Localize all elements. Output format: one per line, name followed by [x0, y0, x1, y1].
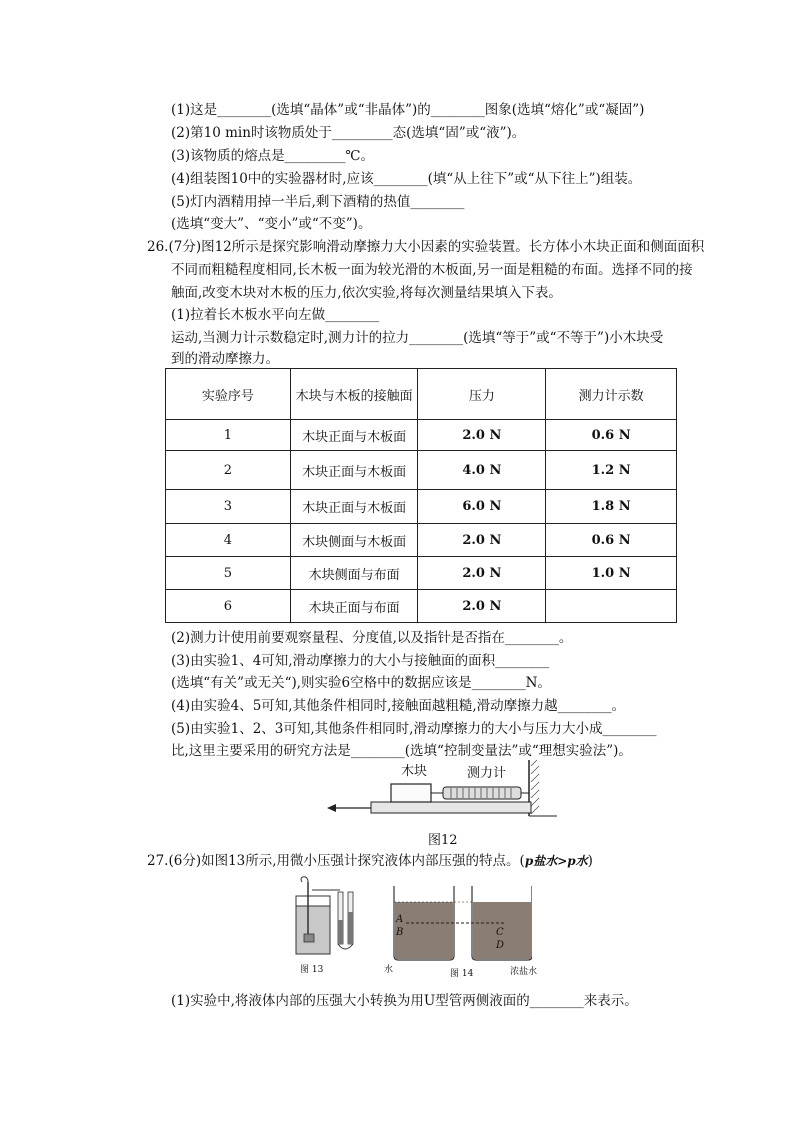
- cell-trial: 2: [166, 451, 291, 490]
- q25-part2: (2)第10 min时该物质处于_________态(选填“固”或“液”)。: [171, 125, 526, 141]
- table-row: [166, 451, 677, 490]
- label-brine: 浓盐水: [510, 967, 538, 977]
- q27-intro: [147, 851, 593, 871]
- fig14-caption: 图 14: [450, 969, 474, 979]
- q26-part1c: 到的滑动摩擦力。: [171, 351, 279, 367]
- table-row: [166, 524, 677, 557]
- spring-scale-icon: [443, 787, 521, 799]
- label-water: 水: [384, 965, 394, 975]
- cell-trial: 4: [166, 524, 291, 557]
- table-row: [166, 490, 677, 524]
- q26-intro-line2: 不同而粗糙程度相同,长木板一面为较光滑的木板面,另一面是粗糙的布面。选择不同的接: [171, 262, 693, 278]
- cell-surface: 木块正面与木板面: [290, 490, 418, 524]
- cell-surface: 木块正面与布面: [290, 590, 418, 623]
- cell-reading: 1.8 N: [546, 490, 677, 524]
- q26-intro-line3: 触面,改变木块对木板的压力,依次实验,将每次测量结果填入下表。: [171, 285, 562, 301]
- fig13-caption: 图 13: [300, 965, 324, 975]
- q27-intro-end: ): [587, 853, 593, 869]
- header-contact-surface: 木块与木板的接触面: [290, 369, 418, 420]
- q26-part4: (4)由实验4、5可知,其他条件相同时,接触面越粗糙,滑动摩擦力越________。: [171, 698, 626, 714]
- cell-surface: 木块侧面与木板面: [290, 524, 418, 557]
- experiment-table: [165, 368, 677, 623]
- q26-part5b: 比,这里主要采用的研究方法是________(选填“控制变量法”或“理想实验法”)。: [171, 743, 632, 759]
- cell-surface: 木块正面与木板面: [290, 451, 418, 490]
- q25-part3: (3)该物质的熔点是_________℃。: [171, 148, 374, 164]
- q26-intro-line1: 26.(7分)图12所示是探究影响滑动摩擦力大小因素的实验装置。长方体小木块正面和侧面面积: [147, 239, 705, 255]
- cell-trial: 3: [166, 490, 291, 524]
- cell-reading: 0.6 N: [546, 524, 677, 557]
- point-B: B: [396, 927, 404, 938]
- q26-part1b: 运动,当测力计示数稳定时,测力计的拉力________(选填“等于”或“不等于”)小木块受: [171, 330, 664, 346]
- q25-part4: (4)组装图10中的实验器材时,应该________(填“从上往下”或“从下往上”)组装。: [171, 171, 642, 187]
- cell-trial: 5: [166, 557, 291, 590]
- cell-trial: 1: [166, 420, 291, 451]
- figure-12-friction-apparatus: [325, 758, 557, 820]
- q26-part3a: (3)由实验1、4可知,滑动摩擦力的大小与接触面的面积________: [171, 653, 550, 669]
- header-meter-reading: 测力计示数: [546, 369, 677, 420]
- wood-block-icon: [391, 784, 431, 802]
- q26-part3b: (选填“有关”或无关“),则实验6空格中的数据应该是________N。: [171, 675, 551, 691]
- q27-part1: (1)实验中,将液体内部的压强大小转换为用U型管两侧液面的________来表示。: [171, 993, 638, 1009]
- cell-surface: 木块侧面与布面: [290, 557, 418, 590]
- q27-formula: p盐水>p水: [524, 854, 588, 868]
- fig12-label-block: 木块: [401, 764, 428, 779]
- header-trial-no: 实验序号: [166, 369, 291, 420]
- pressure-gauge-icon: [296, 877, 353, 954]
- cell-pressure: 2.0 N: [418, 524, 546, 557]
- fig12-label-meter: 测力计: [467, 766, 507, 781]
- cell-reading: 1.2 N: [546, 451, 677, 490]
- cell-pressure: 2.0 N: [418, 557, 546, 590]
- cell-pressure: 4.0 N: [418, 451, 546, 490]
- table-header-row: [166, 369, 677, 420]
- point-C: C: [496, 927, 504, 938]
- cell-reading: 0.6 N: [546, 420, 677, 451]
- cell-pressure: 2.0 N: [418, 590, 546, 623]
- cell-pressure: 6.0 N: [418, 490, 546, 524]
- table-row: [166, 557, 677, 590]
- fig12-caption: 图12: [428, 833, 458, 848]
- cell-reading: [546, 590, 677, 623]
- q25-part5: (5)灯内酒精用掉一半后,剩下酒精的热值________: [171, 194, 465, 210]
- header-pressure: 压力: [418, 369, 546, 420]
- q27-intro-text: 27.(6分)如图13所示,用微小压强计探究液体内部压强的特点。(: [147, 853, 525, 869]
- cell-pressure: 2.0 N: [418, 420, 546, 451]
- q26-part5a: (5)由实验1、2、3可知,其他条件相同时,滑动摩擦力的大小与压力大小成________: [171, 721, 657, 737]
- cell-trial: 6: [166, 590, 291, 623]
- point-A: A: [396, 914, 404, 925]
- q26-part1a: (1)拉着长木板水平向左做________: [171, 307, 380, 323]
- cell-reading: 1.0 N: [546, 557, 677, 590]
- cell-surface: 木块正面与木板面: [290, 420, 418, 451]
- q25-part5-options: (选填“变大”、“变小”或“不变”)。: [171, 216, 372, 232]
- point-D: D: [496, 940, 505, 951]
- q26-part2: (2)测力计使用前要观察量程、分度值,以及指针是否指在________。: [171, 630, 573, 646]
- q25-part1: (1)这是________(选填“晶体”或“非晶体”)的________图象(选填“熔化”或“凝固”): [171, 102, 645, 118]
- table-row: [166, 590, 677, 623]
- table-row: [166, 420, 677, 451]
